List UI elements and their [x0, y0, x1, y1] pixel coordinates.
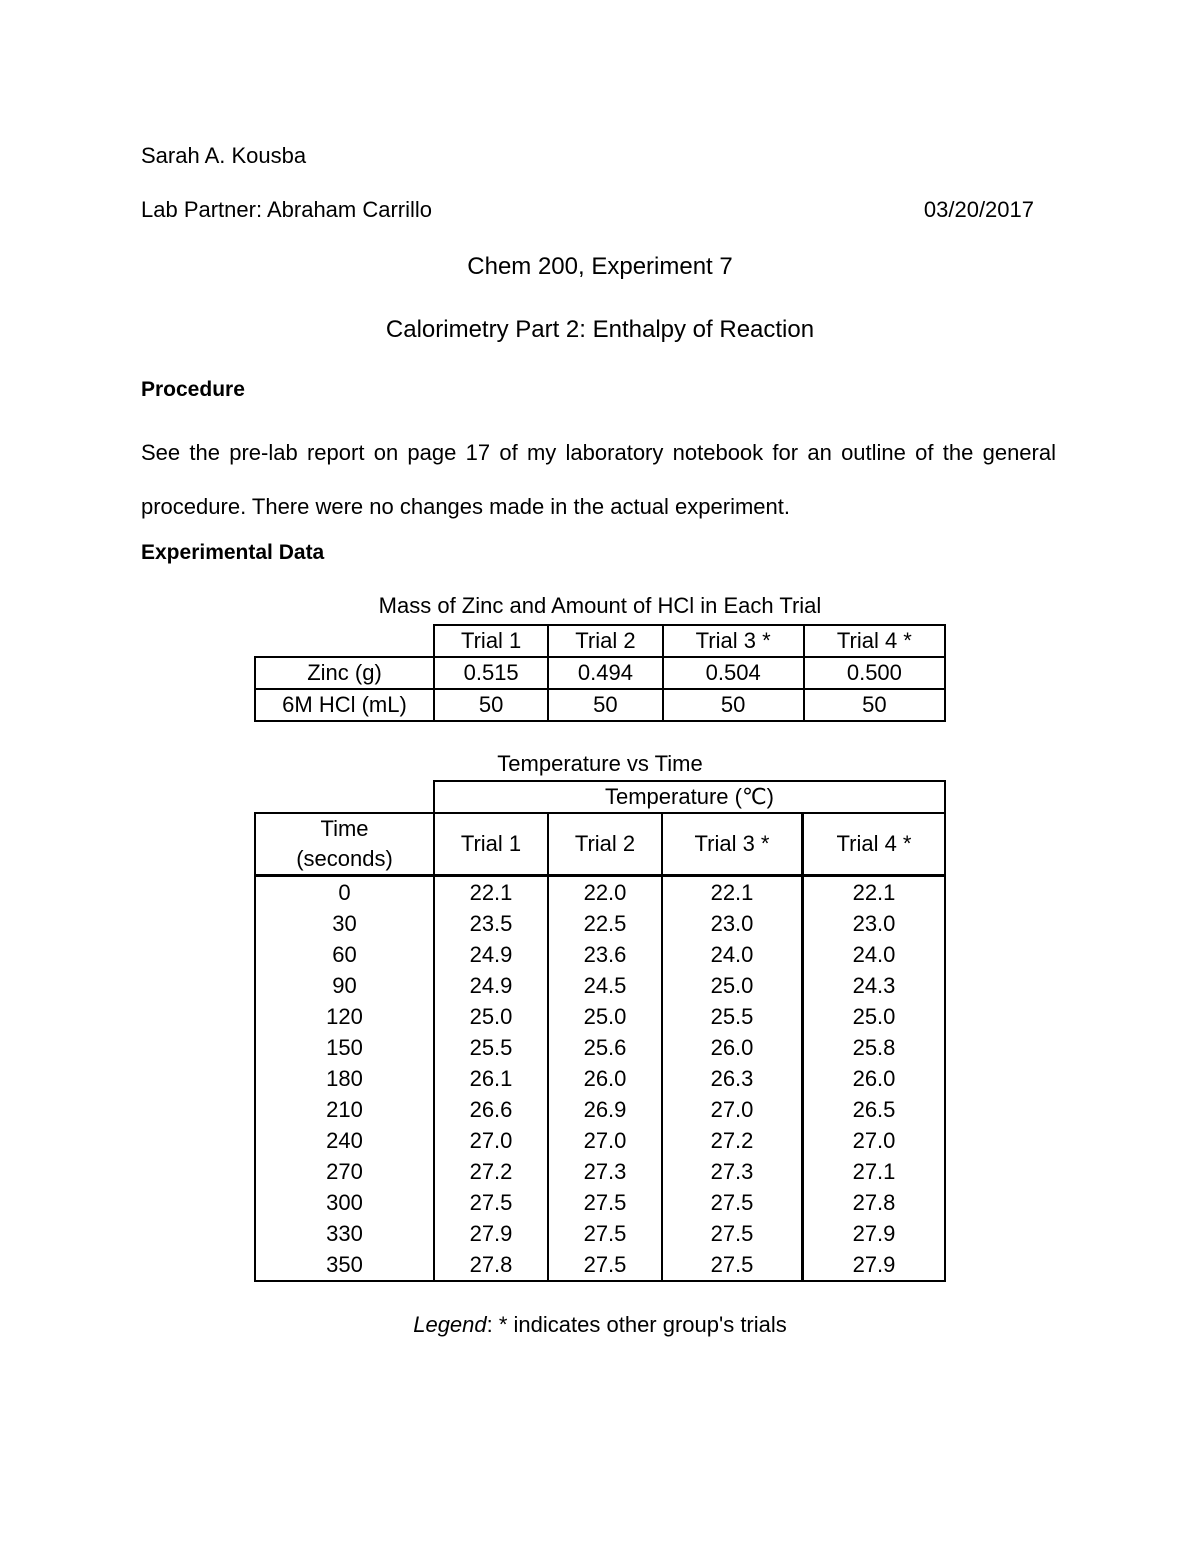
- time-cell: 30: [255, 908, 434, 939]
- temperature-cell: 23.0: [803, 908, 946, 939]
- mass-cell: 0.500: [804, 657, 945, 689]
- mass-table: [254, 624, 946, 722]
- temperature-cell: 27.0: [434, 1125, 548, 1156]
- temperature-cell: 25.5: [434, 1032, 548, 1063]
- mass-cell: 50: [663, 689, 804, 721]
- temperature-cell: 22.1: [434, 876, 548, 909]
- temp-table-row: [255, 939, 945, 970]
- mass-cell: 0.494: [548, 657, 662, 689]
- mass-table-caption: Mass of Zinc and Amount of HCl in Each Trial: [378, 593, 822, 618]
- temperature-cell: 27.1: [803, 1156, 946, 1187]
- legend-label: Legend: [413, 1312, 487, 1337]
- temp-table-row: [255, 908, 945, 939]
- temp-table-row: [255, 1249, 945, 1281]
- temp-column-header-row: [255, 813, 945, 876]
- time-header-line1: Time: [320, 816, 369, 841]
- procedure-text: See the pre-lab report on page 17 of my laboratory notebook for an outline of the general procedure. There were no changes made in the actual experiment.: [141, 440, 1056, 519]
- temperature-cell: 27.5: [548, 1187, 662, 1218]
- temperature-cell: 26.9: [548, 1094, 662, 1125]
- temperature-cell: 27.5: [662, 1187, 803, 1218]
- temperature-cell: 24.5: [548, 970, 662, 1001]
- mass-table-corner: [255, 625, 434, 657]
- time-cell: 350: [255, 1249, 434, 1281]
- mass-cell: 0.504: [663, 657, 804, 689]
- temp-table-row: [255, 1187, 945, 1218]
- temperature-cell: 26.1: [434, 1063, 548, 1094]
- report-date: 03/20/2017: [923, 197, 1034, 222]
- temperature-cell: 26.6: [434, 1094, 548, 1125]
- temperature-table: [254, 780, 946, 1282]
- time-cell: 300: [255, 1187, 434, 1218]
- temperature-cell: 24.3: [803, 970, 946, 1001]
- course-title: Chem 200, Experiment 7: [467, 253, 733, 280]
- temp-table-caption: Temperature vs Time: [497, 751, 703, 776]
- temp-table-row: [255, 1156, 945, 1187]
- temp-col-header: Trial 3 *: [662, 813, 803, 876]
- temperature-cell: 27.0: [548, 1125, 662, 1156]
- temperature-cell: 25.0: [803, 1001, 946, 1032]
- temperature-cell: 27.8: [803, 1187, 946, 1218]
- temperature-cell: 27.5: [662, 1218, 803, 1249]
- temperature-cell: 26.0: [548, 1063, 662, 1094]
- temp-table-row: [255, 1094, 945, 1125]
- temperature-cell: 25.0: [662, 970, 803, 1001]
- temperature-cell: 27.0: [662, 1094, 803, 1125]
- mass-table-row: [255, 689, 945, 721]
- mass-col-header: Trial 2: [548, 625, 662, 657]
- legend: [0, 1312, 1200, 1338]
- temperature-cell: 22.1: [662, 876, 803, 909]
- temperature-cell: 24.0: [803, 939, 946, 970]
- temp-group-header-row: [255, 781, 945, 813]
- temp-table-corner: [255, 781, 434, 813]
- temperature-cell: 26.3: [662, 1063, 803, 1094]
- temperature-cell: 27.5: [434, 1187, 548, 1218]
- temperature-cell: 22.5: [548, 908, 662, 939]
- author-name: Sarah A. Kousba: [141, 143, 307, 168]
- time-cell: 330: [255, 1218, 434, 1249]
- temperature-cell: 25.6: [548, 1032, 662, 1063]
- temp-col-header: Trial 1: [434, 813, 548, 876]
- time-cell: 240: [255, 1125, 434, 1156]
- temperature-cell: 24.0: [662, 939, 803, 970]
- temperature-cell: 27.8: [434, 1249, 548, 1281]
- time-header: [255, 813, 434, 876]
- mass-col-header: Trial 4 *: [804, 625, 945, 657]
- time-cell: 180: [255, 1063, 434, 1094]
- temperature-cell: 27.0: [803, 1125, 946, 1156]
- mass-cell: 50: [434, 689, 548, 721]
- temperature-cell: 27.5: [662, 1249, 803, 1281]
- temp-table-row: [255, 1218, 945, 1249]
- temp-col-header: Trial 4 *: [803, 813, 946, 876]
- mass-row-label: Zinc (g): [255, 657, 434, 689]
- temperature-cell: 24.9: [434, 970, 548, 1001]
- mass-row-label: 6M HCl (mL): [255, 689, 434, 721]
- mass-table-row: [255, 657, 945, 689]
- temperature-cell: 27.2: [662, 1125, 803, 1156]
- temperature-cell: 27.5: [548, 1218, 662, 1249]
- temperature-cell: 27.5: [548, 1249, 662, 1281]
- lab-partner: Lab Partner: Abraham Carrillo: [141, 197, 433, 222]
- temperature-cell: 23.0: [662, 908, 803, 939]
- temperature-cell: 25.0: [434, 1001, 548, 1032]
- temp-col-header: Trial 2: [548, 813, 662, 876]
- temp-table-row: [255, 1125, 945, 1156]
- temp-table-row: [255, 876, 945, 909]
- mass-cell: 0.515: [434, 657, 548, 689]
- mass-table-header-row: [255, 625, 945, 657]
- time-cell: 150: [255, 1032, 434, 1063]
- temperature-group-header: Temperature (℃): [434, 781, 945, 813]
- temperature-cell: 26.0: [662, 1032, 803, 1063]
- temperature-cell: 27.9: [803, 1249, 946, 1281]
- temperature-cell: 25.5: [662, 1001, 803, 1032]
- mass-cell: 50: [804, 689, 945, 721]
- temperature-cell: 23.6: [548, 939, 662, 970]
- temperature-cell: 27.9: [803, 1218, 946, 1249]
- temp-table-row: [255, 1032, 945, 1063]
- time-cell: 270: [255, 1156, 434, 1187]
- time-cell: 0: [255, 876, 434, 909]
- temperature-cell: 27.3: [548, 1156, 662, 1187]
- temperature-cell: 25.8: [803, 1032, 946, 1063]
- temperature-cell: 26.5: [803, 1094, 946, 1125]
- time-cell: 210: [255, 1094, 434, 1125]
- temp-table-row: [255, 1001, 945, 1032]
- time-cell: 60: [255, 939, 434, 970]
- procedure-heading: Procedure: [141, 378, 245, 401]
- report-title: Calorimetry Part 2: Enthalpy of Reaction: [385, 316, 815, 343]
- temperature-cell: 22.0: [548, 876, 662, 909]
- mass-col-header: Trial 3 *: [663, 625, 804, 657]
- time-cell: 90: [255, 970, 434, 1001]
- mass-col-header: Trial 1: [434, 625, 548, 657]
- time-cell: 120: [255, 1001, 434, 1032]
- temperature-cell: 27.9: [434, 1218, 548, 1249]
- temp-table-row: [255, 970, 945, 1001]
- temperature-cell: 22.1: [803, 876, 946, 909]
- legend-text: : * indicates other group's trials: [486, 1312, 787, 1337]
- temp-table-row: [255, 1063, 945, 1094]
- mass-cell: 50: [548, 689, 662, 721]
- time-header-line2: (seconds): [296, 846, 393, 871]
- temperature-cell: 24.9: [434, 939, 548, 970]
- temperature-cell: 27.3: [662, 1156, 803, 1187]
- temperature-cell: 26.0: [803, 1063, 946, 1094]
- temperature-cell: 23.5: [434, 908, 548, 939]
- experimental-data-heading: Experimental Data: [141, 541, 325, 564]
- temperature-cell: 25.0: [548, 1001, 662, 1032]
- temperature-cell: 27.2: [434, 1156, 548, 1187]
